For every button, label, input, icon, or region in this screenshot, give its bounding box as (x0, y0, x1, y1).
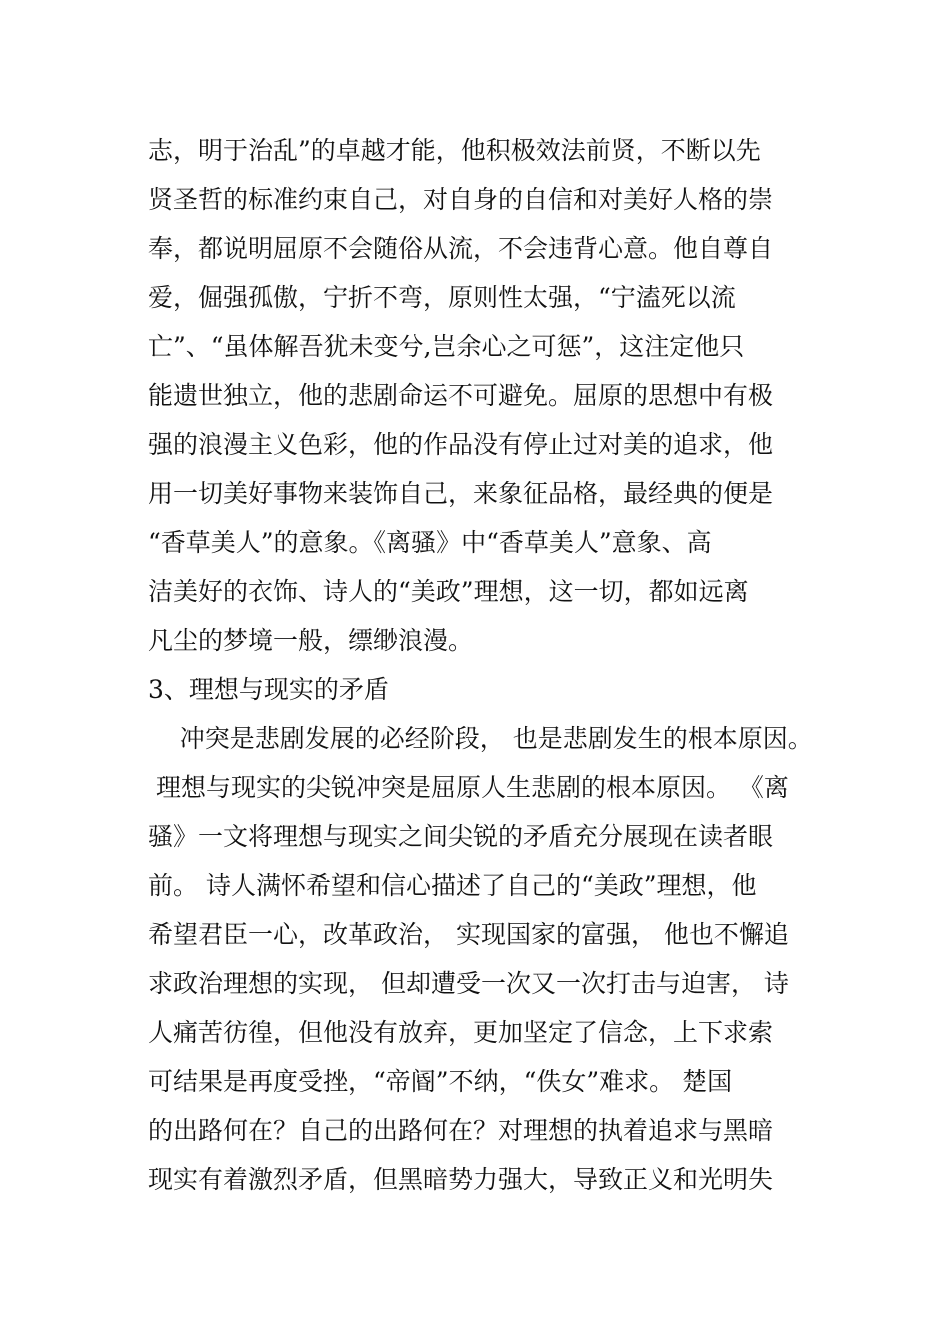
text-line: 爱，倔强孤傲，宁折不弯，原则性太强，“宁溘死以流 (148, 283, 736, 312)
text-line: 冲突是悲剧发展的必经阶段， 也是悲剧发生的根本原因。 (148, 724, 813, 753)
text-line: 亡”、“虽体解吾犹未变兮,岂余心之可惩”，这注定他只 (148, 332, 745, 361)
text-line: “香草美人”的意象。《离骚》中“香草美人”意象、高 (148, 528, 712, 557)
text-line: 志，明于治乱”的卓越才能，他积极效法前贤，不断以先 (148, 136, 761, 165)
text-line: 可结果是再度受挫，“帝阍”不纳，“佚女”难求。 楚国 (148, 1067, 733, 1096)
text-line: 能遗世独立，他的悲剧命运不可避免。屈原的思想中有极 (148, 381, 774, 410)
text-line: 求政治理想的实现， 但却遭受一次又一次打击与迫害， 诗 (148, 969, 789, 998)
text-line: 贤圣哲的标准约束自己，对自身的自信和对美好人格的崇 (148, 185, 774, 214)
section-heading: 3、理想与现实的矛盾 (148, 675, 389, 704)
text-line: 的出路何在？自己的出路何在？对理想的执着追求与黑暗 (148, 1116, 774, 1145)
text-line: 强的浪漫主义色彩，他的作品没有停止过对美的追求，他 (148, 430, 774, 459)
text-line: 用一切美好事物来装饰自己，来象征品格，最经典的便是 (148, 479, 774, 508)
body-text (148, 126, 828, 1204)
text-line: 凡尘的梦境一般，缥缈浪漫。 (148, 626, 474, 655)
text-line: 人痛苦彷徨，但他没有放弃，更加坚定了信念，上下求索 (148, 1018, 774, 1047)
text-line: 洁美好的衣饰、诗人的“美政”理想，这一切，都如远离 (148, 577, 749, 606)
text-line: 骚》一文将理想与现实之间尖锐的矛盾充分展现在读者眼 (148, 822, 774, 851)
text-line: 前。 诗人满怀希望和信心描述了自己的“美政”理想，他 (148, 871, 757, 900)
text-line: 奉，都说明屈原不会随俗从流，不会违背心意。他自尊自 (148, 234, 774, 263)
text-line: 现实有着激烈矛盾，但黑暗势力强大，导致正义和光明失 (148, 1165, 774, 1194)
text-line: 希望君臣一心，改革政治， 实现国家的富强， 他也不懈追 (148, 920, 789, 949)
text-line: 理想与现实的尖锐冲突是屈原人生悲剧的根本原因。 《离 (148, 773, 789, 802)
